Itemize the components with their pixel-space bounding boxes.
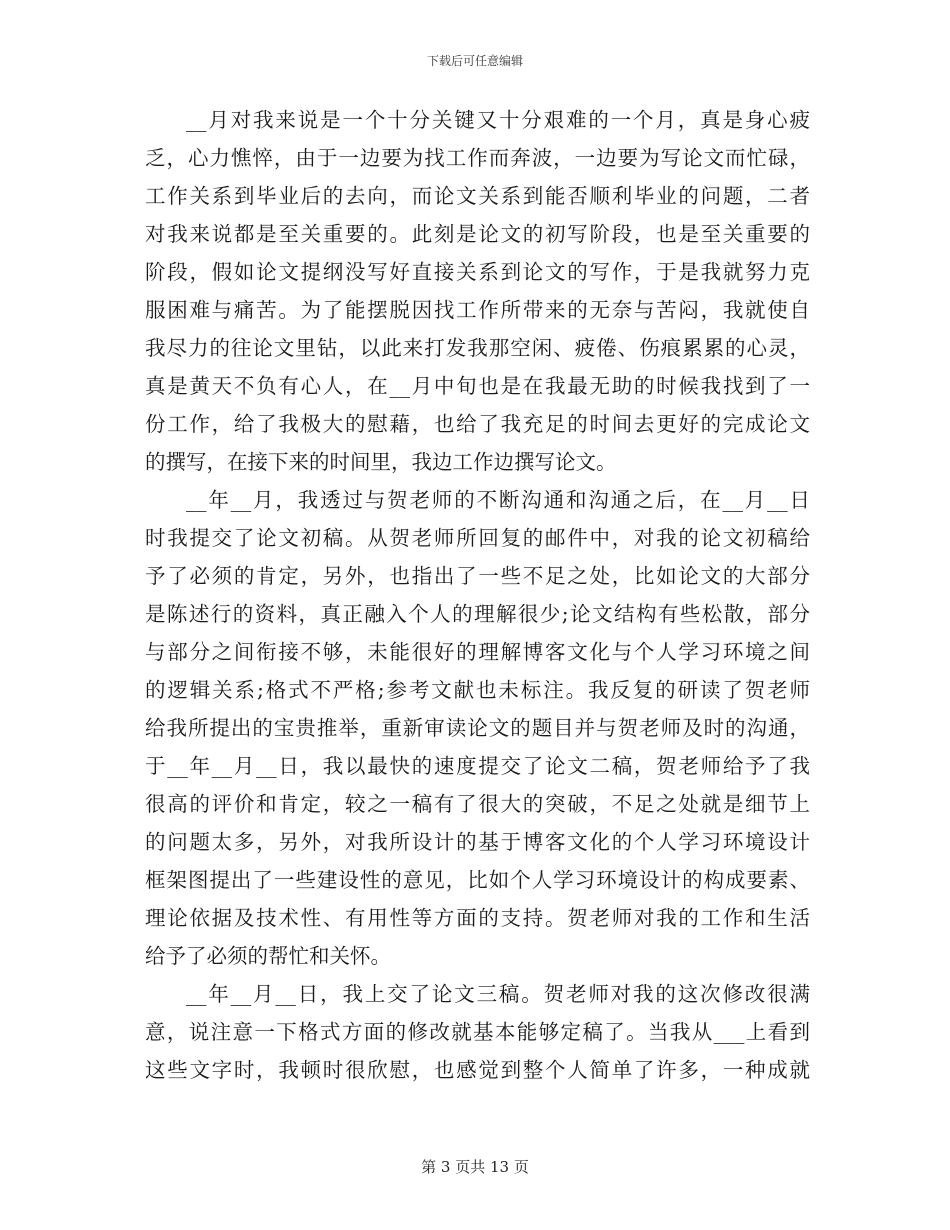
paragraph-3-line-2: 意，说注意一下格式方面的修改就基本能够定稿了。当我从___上看到: [145, 1020, 810, 1044]
paragraph-1-line-6: 服困难与痛苦。为了能摆脱因找工作所带来的无奈与苦闷，我就使自: [145, 298, 810, 322]
paragraph-1-line-2: 乏，心力憔悴，由于一边要为找工作而奔波，一边要为写论文而忙碌，: [145, 146, 810, 170]
paragraph-2-line-9: 很高的评价和肯定，较之一稿有了很大的突破，不足之处就是细节上: [145, 792, 810, 816]
paragraph-1-line-4: 对我来说都是至关重要的。此刻是论文的初写阶段，也是至关重要的: [145, 222, 810, 246]
paragraph-2-line-1: __年__月，我透过与贺老师的不断沟通和沟通之后，在__月__日: [186, 488, 810, 512]
document-body: [145, 101, 810, 1089]
paragraph-2-line-11: 框架图提出了一些建设性的意见，比如个人学习环境设计的构成要素、: [145, 868, 810, 892]
paragraph-2-line-12: 理论依据及技术性、有用性等方面的支持。贺老师对我的工作和生活: [145, 906, 810, 930]
paragraph-1-line-8: 真是黄天不负有心人，在__月中旬也是在我最无助的时候我找到了一: [145, 374, 810, 398]
paragraph-2-line-3: 予了必须的肯定，另外，也指出了一些不足之处，比如论文的大部分: [145, 564, 810, 588]
paragraph-1-line-5: 阶段，假如论文提纲没写好直接关系到论文的写作，于是我就努力克: [145, 260, 810, 284]
page-number: 第 3 页共 13 页: [421, 1158, 529, 1176]
paragraph-2-line-7: 给我所提出的宝贵推举，重新审读论文的题目并与贺老师及时的沟通，: [145, 716, 810, 740]
page-header: 下载后可任意编辑: [426, 54, 523, 68]
paragraph-1-line-7: 我尽力的往论文里钻，以此来打发我那空闲、疲倦、伤痕累累的心灵，: [145, 336, 810, 360]
paragraph-2-line-6: 的逻辑关系;格式不严格;参考文献也未标注。我反复的研读了贺老师: [145, 678, 810, 702]
paragraph-2-line-5: 与部分之间衔接不够，未能很好的理解博客文化与个人学习环境之间: [145, 640, 810, 664]
paragraph-2-line-13: 给予了必须的帮忙和关怀。: [145, 944, 391, 968]
paragraph-1-line-9: 份工作，给了我极大的慰藉，也给了我充足的时间去更好的完成论文: [145, 412, 810, 436]
paragraph-1-line-10: 的撰写，在接下来的时间里，我边工作边撰写论文。: [145, 450, 617, 474]
paragraph-3-line-3: 这些文字时，我顿时很欣慰，也感觉到整个人简单了许多，一种成就: [145, 1058, 810, 1082]
paragraph-1-line-3: 工作关系到毕业后的去向，而论文关系到能否顺利毕业的问题，二者: [145, 184, 810, 208]
paragraph-2-line-8: 于__年__月__日，我以最快的速度提交了论文二稿，贺老师给予了我: [145, 754, 810, 778]
paragraph-3-line-1: __年__月__日，我上交了论文三稿。贺老师对我的这次修改很满: [186, 982, 810, 1006]
paragraph-2-line-4: 是陈述行的资料，真正融入个人的理解很少;论文结构有些松散，部分: [145, 602, 810, 626]
paragraph-2-line-2: 时我提交了论文初稿。从贺老师所回复的邮件中，对我的论文初稿给: [145, 526, 810, 550]
paragraph-1-line-1: __月对我来说是一个十分关键又十分艰难的一个月，真是身心疲: [186, 108, 810, 132]
paragraph-2-line-10: 的问题太多，另外，对我所设计的基于博客文化的个人学习环境设计: [145, 830, 810, 854]
